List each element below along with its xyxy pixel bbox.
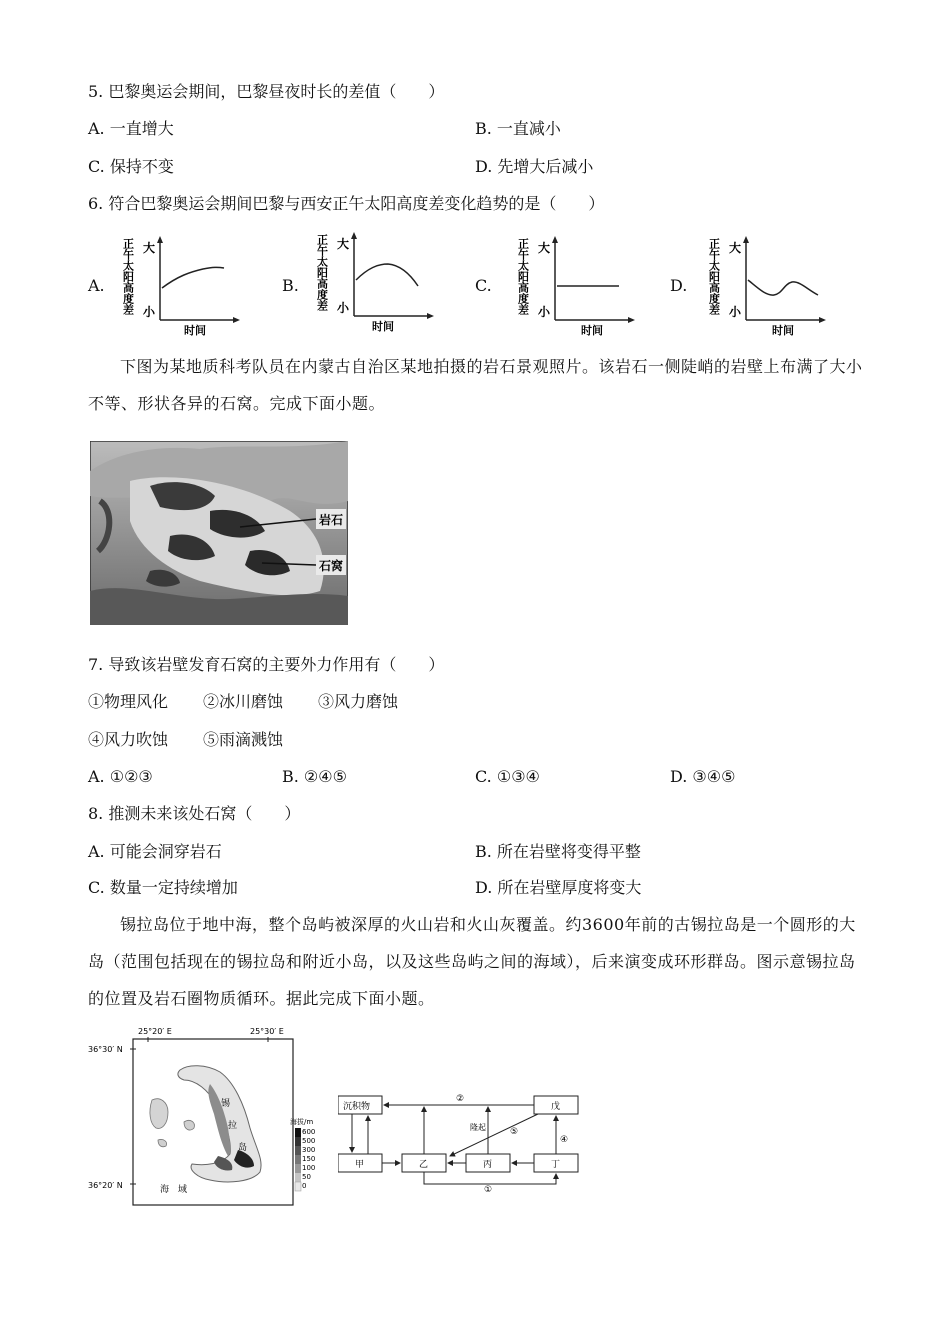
q7-option-c: C. ①③④ (475, 767, 540, 786)
graph-c-top: 大 (538, 241, 551, 255)
q8-option-b: B. 所在岩壁将变得平整 (475, 842, 641, 861)
q6-letter-a: A. (88, 276, 105, 295)
q6-graph-d (704, 232, 829, 336)
graph-b-top: 大 (337, 237, 350, 251)
arrow-label-2: ② (456, 1094, 465, 1104)
rock-cycle-diagram (338, 1088, 588, 1192)
q7-item-5: ⑤雨滴溅蚀 (203, 730, 284, 749)
map-island-char-3: 岛 (238, 1143, 248, 1153)
graph-d-y-arrow (743, 236, 749, 243)
q5-option-c: C. 保持不变 (88, 157, 174, 176)
box-jia-label: 甲 (355, 1160, 365, 1170)
graph-d-bottom: 小 (729, 305, 742, 319)
graph-c-bottom: 小 (538, 305, 551, 319)
graph-c-x-arrow (628, 317, 635, 323)
graph-b-curve (356, 264, 418, 286)
map-sea-label: 海 域 (160, 1185, 188, 1195)
graph-a-curve (162, 267, 224, 288)
q5-option-b: B. 一直减小 (475, 119, 561, 138)
graph-a-bottom: 小 (143, 305, 156, 319)
q6-stem: 6. 符合巴黎奥运会期间巴黎与西安正午太阳高度差变化趋势的是（ ） (88, 194, 605, 213)
graph-b-x-arrow (427, 313, 434, 319)
map-legend-600: 600 (302, 1128, 316, 1136)
q8-option-c: C. 数量一定持续增加 (88, 878, 238, 897)
map-legend-300: 300 (302, 1146, 316, 1154)
q7-option-d: D. ③④⑤ (670, 767, 736, 786)
arrow-label-uplift: 隆起 (470, 1123, 486, 1132)
map-lat-1: 36°30′ N (88, 1045, 123, 1054)
box-yi-label: 乙 (419, 1160, 429, 1170)
q7-option-a: A. ①②③ (88, 767, 153, 786)
q7-item-3: ③风力磨蚀 (318, 692, 399, 711)
q7-item-2: ②冰川磨蚀 (203, 692, 284, 711)
q7-stem: 7. 导致该岩壁发育石窝的主要外力作用有（ ） (88, 655, 445, 674)
q6-letter-b: B. (282, 276, 299, 295)
graph-a-xlabel: 时间 (184, 324, 206, 336)
q6-graph-a (118, 232, 243, 336)
graph-d-x-arrow (819, 317, 826, 323)
map-lon-1: 25°20′ E (138, 1027, 172, 1036)
map-legend-title: 海拔/m (290, 1118, 314, 1126)
graph-b-bottom: 小 (337, 301, 350, 315)
graph-d-curve (748, 280, 818, 295)
q7-item-1: ①物理风化 (88, 692, 169, 711)
box-sediment-label: 沉积物 (343, 1102, 371, 1112)
graph-c-xlabel: 时间 (581, 324, 603, 336)
q6-letter-d: D. (670, 276, 688, 295)
santorini-map (88, 1024, 328, 1210)
map-legend-150: 150 (302, 1155, 316, 1163)
map-lat-2: 36°20′ N (88, 1181, 123, 1190)
map-island-char-1: 锡 (221, 1099, 231, 1109)
passage-2: 锡拉岛位于地中海，整个岛屿被深厚的火山岩和火山灰覆盖。约3600年前的古锡拉岛是一个圆形的大岛（范围包括现在的锡拉岛和附近小岛，以及这些岛屿之间的海域），后来演变成环形群岛。图示意锡拉岛的位置及岩石圈物质循环。据此完成下面小题。 (88, 915, 856, 1008)
box-ding-label: 丁 (551, 1160, 561, 1170)
graph-b-xlabel: 时间 (372, 320, 394, 332)
q8-stem: 8. 推测未来该处石窝（ ） (88, 804, 301, 823)
graph-a-top: 大 (143, 241, 156, 255)
arrow-label-5: ⑤ (510, 1127, 519, 1137)
q6-graph-b (312, 228, 437, 332)
graph-a-ylabel: 正午太阳高度差 (121, 238, 135, 315)
graph-a-x-arrow (233, 317, 240, 323)
map-legend-100: 100 (302, 1164, 316, 1172)
box-wu-label: 戊 (551, 1102, 561, 1112)
graph-a-y-arrow (157, 236, 163, 243)
graph-d-top: 大 (729, 241, 742, 255)
graph-d-xlabel: 时间 (772, 324, 794, 336)
q8-option-d: D. 所在岩壁厚度将变大 (475, 878, 642, 897)
graph-b-y-arrow (351, 232, 357, 239)
passage-1: 下图为某地质科考队员在内蒙古自治区某地拍摄的岩石景观照片。该岩石一侧陡峭的岩壁上布满了大小不等、形状各异的石窝。完成下面小题。 (88, 357, 863, 413)
q5-option-a: A. 一直增大 (88, 119, 174, 138)
graph-c-y-arrow (552, 236, 558, 243)
map-legend-500: 500 (302, 1137, 316, 1145)
q7-option-b: B. ②④⑤ (282, 767, 347, 786)
map-island-char-2: 拉 (228, 1121, 238, 1131)
map-legend-0: 0 (302, 1182, 307, 1190)
photo-label-rock: 岩石 (319, 513, 344, 527)
map-legend-50: 50 (302, 1173, 311, 1181)
graph-d-ylabel: 正午太阳高度差 (707, 238, 721, 315)
q6-graph-c (513, 232, 638, 336)
arrow-label-4: ④ (560, 1135, 569, 1145)
q5-option-d: D. 先增大后减小 (475, 157, 594, 176)
q6-letter-c: C. (475, 276, 492, 295)
q5-stem: 5. 巴黎奥运会期间，巴黎昼夜时长的差值（ ） (88, 82, 445, 101)
box-bing-label: 丙 (483, 1160, 493, 1170)
graph-b-ylabel: 正午太阳高度差 (315, 234, 329, 311)
q7-item-4: ④风力吹蚀 (88, 730, 169, 749)
photo-label-hole: 石窝 (319, 559, 344, 573)
map-lon-2: 25°30′ E (250, 1027, 284, 1036)
graph-c-ylabel: 正午太阳高度差 (516, 238, 530, 315)
arrow-label-1: ① (484, 1185, 493, 1192)
q8-option-a: A. 可能会洞穿岩石 (88, 842, 222, 861)
rock-photo (90, 441, 348, 625)
